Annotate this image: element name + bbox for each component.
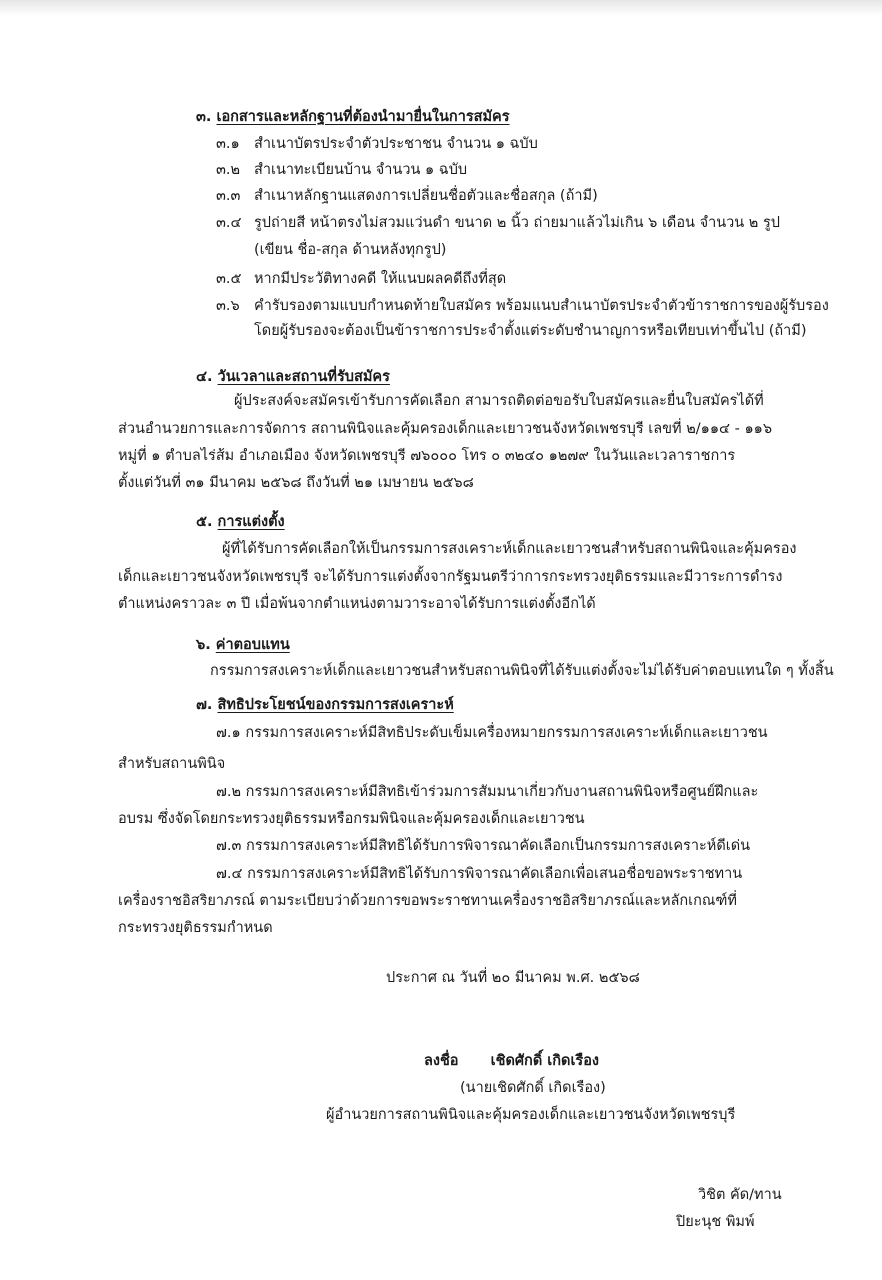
footer-typed-by: ปิยะนุช พิมพ์: [676, 1214, 755, 1230]
section-number: ๖.: [196, 637, 211, 653]
list-item: [216, 270, 506, 288]
paragraph-line: ตำแหน่งคราวละ ๓ ปี เมื่อพ้นจากตำแหน่งตามวาระอาจได้รับการแต่งตั้งอีกได้: [118, 596, 596, 612]
announcement-date: ประกาศ ณ วันที่ ๒๐ มีนาคม พ.ศ. ๒๕๖๘: [386, 970, 640, 986]
section-title: การแต่งตั้ง: [217, 514, 285, 530]
section-5-heading: [196, 513, 285, 531]
list-item: [216, 135, 538, 153]
list-item-continuation: (เขียน ชื่อ-สกุล ด้านหลังทุกรูป): [254, 242, 447, 258]
paragraph-line: อบรม ซึ่งจัดโดยกระทรวงยุติธรรมหรือกรมพินิจและคุ้มครองเด็กและเยาวชน: [118, 811, 585, 827]
section-number: ๕.: [196, 514, 213, 530]
paragraph-line: หมู่ที่ ๑ ตำบลไร่ส้ม อำเภอเมือง จังหวัดเพชรบุรี ๗๖๐๐๐ โทร ๐ ๓๒๔๐ ๑๒๗๙ ในวันและเวลาราชการ: [118, 448, 736, 464]
section-4-heading: [196, 368, 390, 386]
item-number: ๓.๖: [216, 298, 240, 314]
paragraph-line: ๗.๔ กรรมการสงเคราะห์มีสิทธิได้รับการพิจารณาคัดเลือกเพื่อเสนอชื่อขอพระราชทาน: [216, 866, 743, 882]
paragraph-line: ตั้งแต่วันที่ ๓๑ มีนาคม ๒๕๖๘ ถึงวันที่ ๒๑ เมษายน ๒๕๖๘: [118, 475, 474, 491]
item-text: หากมีประวัติทางคดี ให้แนบผลคดีถึงที่สุด: [254, 271, 507, 287]
printed-name: (นายเชิดศักดิ์ เกิดเรือง): [460, 1080, 606, 1096]
paragraph-line: เครื่องราชอิสริยาภรณ์ ตามระเบียบว่าด้วยการขอพระราชทานเครื่องราชอิสริยาภรณ์และหลักเกณฑ์ที่: [118, 893, 737, 909]
item-text: สำเนาบัตรประจำตัวประชาชน จำนวน ๑ ฉบับ: [254, 136, 538, 152]
section-title: ค่าตอบแทน: [215, 637, 290, 653]
signature-line: [424, 1052, 599, 1070]
paragraph-line: ๗.๓ กรรมการสงเคราะห์มีสิทธิได้รับการพิจารณาคัดเลือกเป็นกรรมการสงเคราะห์ดีเด่น: [216, 838, 751, 854]
section-number: ๗.: [196, 697, 213, 713]
section-7-heading: [196, 696, 454, 714]
footer-copied-by: วิชิต คัด/ทาน: [698, 1187, 782, 1203]
section-3-heading: [196, 108, 510, 126]
signer-position: ผู้อำนวยการสถานพินิจและคุ้มครองเด็กและเยาวชนจังหวัดเพชรบุรี: [326, 1107, 736, 1123]
paragraph-line: กรรมการสงเคราะห์เด็กและเยาวชนสำหรับสถานพินิจที่ได้รับแต่งตั้งจะไม่ได้รับค่าตอบแทนใด ๆ ทั้งสิ้น: [210, 663, 834, 679]
item-number: ๓.๑: [216, 136, 240, 152]
paragraph-line: ส่วนอำนวยการและการจัดการ สถานพินิจและคุ้มครองเด็กและเยาวชนจังหวัดเพชรบุรี เลขที่ ๒/๑๑๔ - ๑๑๖: [118, 421, 773, 437]
paragraph-line: ๗.๑ กรรมการสงเคราะห์มีสิทธิประดับเข็มเครื่องหมายกรรมการสงเคราะห์เด็กและเยาวชน: [216, 725, 768, 741]
section-title: วันเวลาและสถานที่รับสมัคร: [217, 369, 390, 385]
signed-name: เชิดศักดิ์ เกิดเรือง: [490, 1053, 599, 1069]
item-number: ๓.๔: [216, 215, 242, 231]
signature-label: ลงชื่อ: [424, 1053, 459, 1069]
item-number: ๓.๓: [216, 188, 241, 204]
list-item-continuation: โดยผู้รับรองจะต้องเป็นข้าราชการประจำตั้งแต่ระดับชำนาญการหรือเทียบเท่าขึ้นไป (ถ้ามี): [254, 323, 807, 339]
section-6-heading: [196, 636, 290, 654]
section-title: สิทธิประโยชน์ของกรรมการสงเคราะห์: [217, 697, 454, 713]
list-item: [216, 161, 467, 179]
paragraph-line: ผู้ที่ได้รับการคัดเลือกให้เป็นกรรมการสงเคราะห์เด็กและเยาวชนสำหรับสถานพินิจและคุ้มครอง: [222, 541, 797, 557]
paragraph-line: สำหรับสถานพินิจ: [118, 756, 226, 772]
list-item: [216, 214, 780, 232]
item-text: สำเนาหลักฐานแสดงการเปลี่ยนชื่อตัวและชื่อสกุล (ถ้ามี): [254, 188, 598, 204]
item-text: รูปถ่ายสี หน้าตรงไม่สวมแว่นดำ ขนาด ๒ นิ้ว ถ่ายมาแล้วไม่เกิน ๖ เดือน จำนวน ๒ รูป: [254, 215, 780, 231]
paragraph-line: ผู้ประสงค์จะสมัครเข้ารับการคัดเลือก สามารถติดต่อขอรับใบสมัครและยื่นใบสมัครได้ที่: [234, 393, 764, 409]
item-text: สำเนาทะเบียนบ้าน จำนวน ๑ ฉบับ: [254, 162, 468, 178]
paragraph-line: กระทรวงยุติธรรมกำหนด: [118, 920, 273, 936]
item-number: ๓.๕: [216, 271, 242, 287]
item-number: ๓.๒: [216, 162, 241, 178]
section-number: ๓.: [196, 109, 212, 125]
item-text: คำรับรองตามแบบกำหนดท้ายใบสมัคร พร้อมแนบสำเนาบัตรประจำตัวข้าราชการของผู้รับรอง: [254, 298, 829, 314]
list-item: [216, 187, 598, 205]
paragraph-line: ๗.๒ กรรมการสงเคราะห์มีสิทธิเข้าร่วมการสัมมนาเกี่ยวกับงานสถานพินิจหรือศูนย์ฝึกและ: [216, 784, 759, 800]
paragraph-line: เด็กและเยาวชนจังหวัดเพชรบุรี จะได้รับการแต่งตั้งจากรัฐมนตรีว่าการกระทรวงยุติธรรมและมีวาระการดำรง: [118, 569, 783, 585]
section-number: ๔.: [196, 369, 213, 385]
list-item: [216, 297, 829, 315]
section-title: เอกสารและหลักฐานที่ต้องนำมายื่นในการสมัคร: [216, 109, 510, 125]
